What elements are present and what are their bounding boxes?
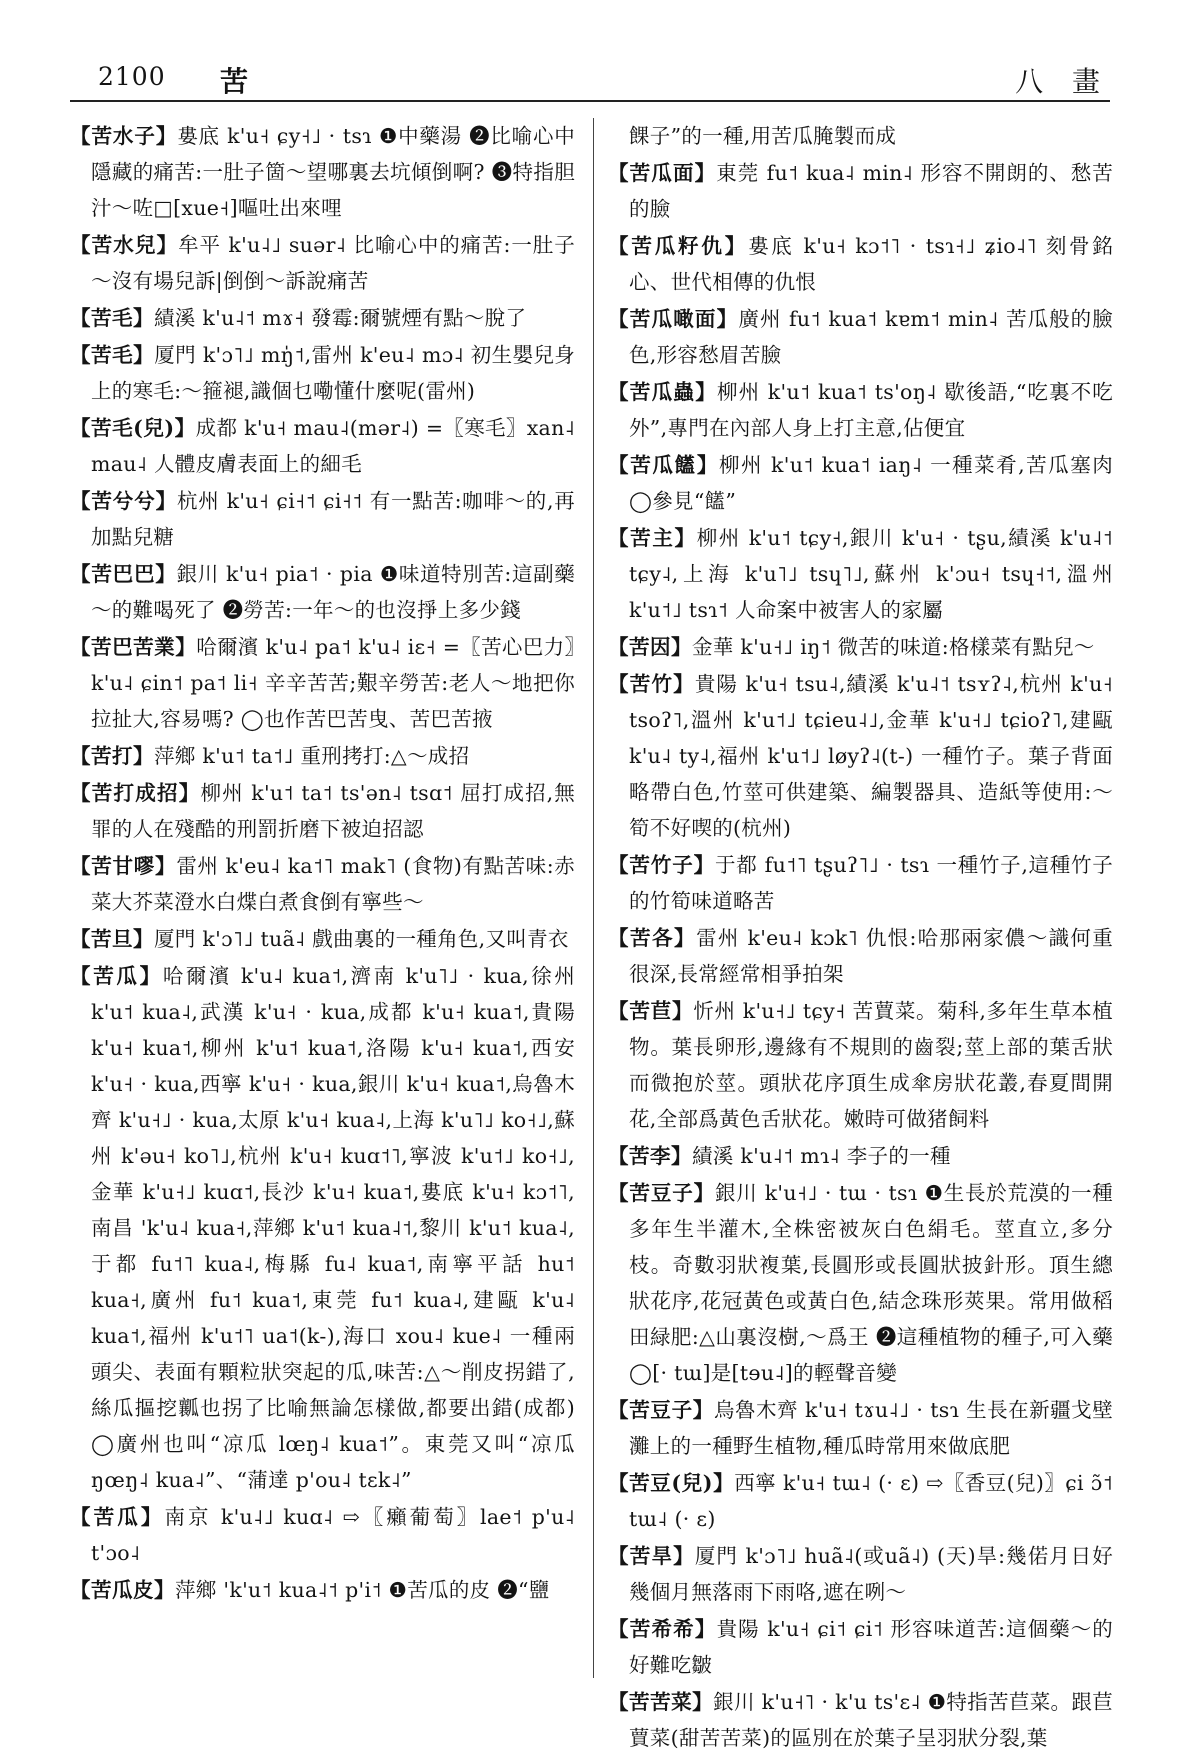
entry-headword: 【苦李】 [608,1144,692,1168]
dictionary-entry [70,921,575,957]
entry-headword: 【苦豆子】 [608,1398,715,1422]
dictionary-entry [70,556,575,628]
page-header [70,62,1110,102]
page-number: 2100 [98,62,166,91]
dictionary-entry [70,483,575,555]
entry-definition: 婁底 k'u˧ ɕy˧˩ · tsɿ ❶中藥湯 ❷比喻心中隱藏的痛苦:一肚子箇～望哪裏去坑傾倒啊? ❸特指胆汁～咗□[xue˧]嘔吐出來哩 [91,124,575,220]
dictionary-entry [608,301,1113,373]
entry-headword: 【苦巴苦業】 [70,635,197,659]
entry-headword: 【苦打成招】 [70,781,201,805]
dictionary-entry [70,848,575,920]
entry-definition: 烏魯木齊 k'u˧ tɤu˨˩ · tsɿ 生長在新疆戈壁灘上的一種野生植物,種瓜時常用來做底肥 [629,1398,1113,1458]
entry-definition: 柳州 k'u˦ tɕy˧,銀川 k'u˧ · tʂu,績溪 k'u˨˦ tɕy˨,上海 k'u˥˩ tsɥ˥˩,蘇州 k'ɔu˧ tsɥ˧˦,溫州 k'u˦˩ tsɿ˦ 人命案中被害人的家屬 [629,526,1114,622]
entry-definition: 銀川 k'u˧˥ · k'u ts'ɛ˨ ❶特指苦苣菜。跟苣蕒菜(甜苦苦菜)的區別在於葉子呈羽狀分裂,葉 [629,1690,1114,1750]
entry-headword: 【苦各】 [608,926,697,950]
dictionary-entry [70,958,575,1498]
entry-definition: 餜子”的一種,用苦瓜腌製而成 [629,124,897,148]
dictionary-entry [608,374,1113,446]
dictionary-entry [70,1499,575,1571]
dictionary-entry [608,993,1113,1137]
entry-definition: 南京 k'u˨˩ kuɑ˨ ⇨〖癩葡萄〗lae˦ p'u˨ t'ɔo˨ [91,1505,575,1565]
dictionary-entry [608,520,1113,628]
dictionary-entry [608,155,1113,227]
entry-headword: 【苦瓜】 [70,1505,165,1529]
entry-headword: 【苦因】 [608,635,692,659]
entry-definition: 績溪 k'u˨˦ mɿ˨ 李子的一種 [692,1144,951,1168]
entry-definition: 銀川 k'u˧ pia˦ · pia ❶味道特別苦:這副藥～的難喝死了 ❷勞苦:一年～的也沒掙上多少錢 [91,562,575,622]
entry-headword: 【苦水子】 [70,124,178,148]
entry-headword: 【苦希希】 [608,1617,717,1641]
entry-headword: 【苦竹子】 [608,853,716,877]
entry-definition: 哈爾濱 k'u˨ pa˦ k'u˨ iɛ˧ =〖苦心巴力〗k'u˨ ɕin˦ pa˦ li˧ 辛辛苦苦;艱辛勞苦:老人～地把你拉扯大,容易嗎? ◯也作苦巴苦曳、苦巴苦掖 [91,635,575,731]
entry-headword: 【苦打】 [70,744,154,768]
entry-definition: 績溪 k'u˨˦ mɤ˧ 發霉:爾號煙有點～脫了 [154,306,527,330]
entry-definition: 柳州 k'u˦ kua˦ ts'oŋ˨ 歇後語,“吃裏不吃外”,專門在內部人身上打主意,佔便宜 [629,380,1114,440]
entry-definition: 忻州 k'u˧˩ tɕy˧ 苦蕒菜。菊科,多年生草本植物。葉長卵形,邊緣有不規則的齒裂;莖上部的葉舌狀而微抱於莖。頭狀花序頂生成傘房狀花叢,春夏間開花,全部爲黃色舌狀花。嫩時可做猪飼料 [629,999,1113,1131]
dictionary-entry [70,629,575,737]
entry-headword: 【苦瓜面】 [608,161,717,185]
entry-definition: 哈爾濱 k'u˨ kua˦,濟南 k'u˥˩ · kua,徐州 k'u˦ kua˨,武漢 k'u˧ · kua,成都 k'u˧ kua˦,貴陽 k'u˧ kua˦,柳州 k'u˦ kua˦,洛陽 k'u˧ kua˦,西安 k'u˧ · kua,西寧 k'u˧ · kua,銀川 k'u˧ kua˦,烏魯木齊 k'u˧˩ · kua,太原 k'u˧ kua˨,上海 k'u˥˩ ko˧˩,蘇州 k'əu˧ ko˥˩,杭州 k'u˧ kuɑ˦˥,寧波 k'u˦˩ ko˧˩,金華 k'u˧˩ kuɑ˦,長沙 k'u˧ kua˦,婁底 k'u˧ kɔ˦˥,南昌 'k'u˨ kua˧,萍鄉 k'u˦ kua˨˦,黎川 k'u˦ kua˨,于都 fu˦˥ kua˨,梅縣 fu˨ kua˦,南寧平話 hu˦ kua˧,廣州 fu˦ kua˦,東莞 fu˦ kua˨,建甌 k'u˨ kua˦,福州 k'u˦˥ ua˦(k-),海口 xou˨ kue˨ 一種兩頭尖、表面有顆粒狀突起的瓜,味苦:△～削皮拐錯了,絲瓜摳挖瓤也拐了比喻無論怎樣做,都要出錯(成都) ◯廣州也叫“凉瓜 lœŋ˨ kua˦”。東莞又叫“凉瓜 ŋœŋ˨ kua˨”、“蒲達 p'ou˨ tɛk˨” [91,964,576,1492]
entry-definition: 雷州 k'eu˨ kɔk˥ 仇恨:哈那兩家儂～識何重很深,長常經常相爭拍架 [629,926,1113,986]
left-column [70,118,575,1718]
entry-definition: 金華 k'u˧˩ iŋ˦ 微苦的味道:格樣菜有點兒～ [692,635,1095,659]
dictionary-entry [70,227,575,299]
dictionary-entry [608,1684,1113,1756]
entry-headword: 【苦主】 [608,526,697,550]
entry-headword: 【苦苣】 [608,999,694,1023]
running-head: 苦 [220,65,249,98]
entry-definition: 貴陽 k'u˧ tsu˨,績溪 k'u˨˦ tsʏʔ˨,杭州 k'u˧ tsoʔ˥,溫州 k'u˦˩ tɕieu˨˩,金華 k'u˧˩ tɕioʔ˥,建甌 k'u˨ ty˨,福州 k'u˦˩ løyʔ˨(t-) 一種竹子。葉子背面略帶白色,竹莖可供建築、編製器具、造紙等使用:～筍不好喫的(杭州) [629,672,1114,840]
dictionary-entry [70,337,575,409]
entry-headword: 【苦巴巴】 [70,562,177,586]
entry-definition: 廣州 fu˦ kua˦ kɐm˦ min˨ 苦瓜般的臉色,形容愁眉苦臉 [629,307,1114,367]
entry-headword: 【苦豆子】 [608,1181,716,1205]
entry-headword: 【苦旱】 [608,1544,695,1568]
entry-headword: 【苦毛】 [70,306,154,330]
dictionary-entry [608,447,1113,519]
section-title: 八 畫 [1015,65,1110,98]
entry-definition: 東莞 fu˦ kua˨ min˨ 形容不開朗的、愁苦的臉 [629,161,1113,221]
dictionary-entry [70,410,575,482]
dictionary-entry [608,1465,1113,1537]
entry-headword: 【苦毛(兒)】 [70,416,196,440]
right-column [608,118,1114,1750]
entry-headword: 【苦瓜皮】 [70,1578,175,1602]
dictionary-entry [608,1392,1113,1464]
dictionary-entry [608,118,1113,154]
entry-headword: 【苦兮兮】 [70,489,178,513]
column-divider [593,118,594,1678]
dictionary-entry [608,629,1113,665]
entry-headword: 【苦竹】 [608,672,695,696]
entry-definition: 貴陽 k'u˧ ɕi˦ ɕi˦ 形容味道苦:這個藥～的好難吃皺 [629,1617,1113,1677]
dictionary-entry [70,775,575,847]
entry-headword: 【苦豆(兒)】 [608,1471,735,1495]
entry-definition: 于都 fu˦˥ tʂuʔ˥˩ · tsɿ 一種竹子,這種竹子的竹筍味道略苦 [629,853,1113,913]
entry-definition: 牟平 k'u˨˩ suər˨ 比喻心中的痛苦:一肚子～沒有場兒訴|倒倒～訴說痛苦 [91,233,575,293]
entry-definition: 成都 k'u˧ mau˨(mər˨) =〖寒毛〗xan˨ mau˨ 人體皮膚表面上的細毛 [91,416,575,476]
entry-definition: 柳州 k'u˦ kua˦ iaŋ˨ 一種菜肴,苦瓜塞肉 ◯參見“饚” [629,453,1113,513]
dictionary-entry [608,1175,1113,1391]
entry-definition: 厦門 k'ɔ˥˩ huã˨(或uã˨) (天)旱:幾偌月日好幾個月無落雨下雨咯,遮在咧～ [629,1544,1113,1604]
entry-headword: 【苦苦菜】 [608,1690,714,1714]
entry-headword: 【苦瓜饚】 [608,453,720,477]
dictionary-entry [608,920,1113,992]
dictionary-entry [70,118,575,226]
dictionary-entry [70,300,575,336]
entry-headword: 【苦旦】 [70,927,154,951]
entry-headword: 【苦瓜】 [70,964,163,988]
dictionary-entry [70,738,575,774]
dictionary-entry [608,1611,1113,1683]
entry-definition: 柳州 k'u˦ ta˦ ts'ən˨ tsɑ˦ 屈打成招,無罪的人在殘酷的刑罰折磨下被迫招認 [91,781,575,841]
entry-headword: 【苦毛】 [70,343,155,367]
entry-headword: 【苦水兒】 [70,233,179,257]
dictionary-entry [608,1138,1113,1174]
entry-definition: 厦門 k'ɔ˥˩ mŋ̍˦,雷州 k'eu˨ mɔ˨ 初生嬰兒身上的寒毛:～箍褪,識個乜嘞懂什麼呢(雷州) [91,343,575,403]
entry-definition: 銀川 k'u˧˩ · tɯ · tsɿ ❶生長於荒漠的一種多年生半灌木,全株密被灰白色絹毛。莖直立,多分枝。奇數羽狀複葉,長圓形或長圓狀披針形。頂生總狀花序,花冠黃色或黃白色,結念珠形莢果。常用做稻田緑肥:△山裏沒樹,～爲王 ❷這種植物的種子,可入藥 ◯[· tɯ]是[tɘu˨]的輕聲音變 [629,1181,1113,1385]
entry-definition: 婁底 k'u˧ kɔ˦˥ · tsɿ˧˩ ʑio˨˥ 刻骨銘心、世代相傳的仇恨 [629,234,1113,294]
entry-headword: 【苦甘嘐】 [70,854,177,878]
entry-definition: 厦門 k'ɔ˥˩ tuã˨ 戲曲裏的一種角色,又叫青衣 [154,927,569,951]
dictionary-entry [608,847,1113,919]
entry-headword: 【苦瓜蟲】 [608,380,717,404]
entry-definition: 雷州 k'eu˨ ka˦˥ mak˥ (食物)有點苦味:赤菜大芥菜澄水白煠白煮食倒有寧些～ [91,854,576,914]
entry-definition: 西寧 k'u˧ tɯ˨ (· ɛ) ⇨〖香豆(兒)〗ɕi ɔ̃˦ tɯ˨ (· ɛ) [629,1471,1113,1531]
entry-headword: 【苦瓜籽仇】 [608,234,749,258]
entry-headword: 【苦瓜噉面】 [608,307,739,331]
dictionary-entry [608,228,1113,300]
dictionary-entry [70,1572,575,1608]
dictionary-entry [608,1538,1113,1610]
dictionary-entry [608,666,1113,846]
entry-definition: 萍鄉 k'u˦ ta˦˩ 重刑拷打:△～成招 [154,744,470,768]
entry-definition: 杭州 k'u˧ ɕi˧˦ ɕi˧˦ 有一點苦:咖啡～的,再加點兒糖 [91,489,576,549]
entry-definition: 萍鄉 'k'u˦ kua˨˦ p'i˦ ❶苦瓜的皮 ❷“鹽 [175,1578,550,1602]
